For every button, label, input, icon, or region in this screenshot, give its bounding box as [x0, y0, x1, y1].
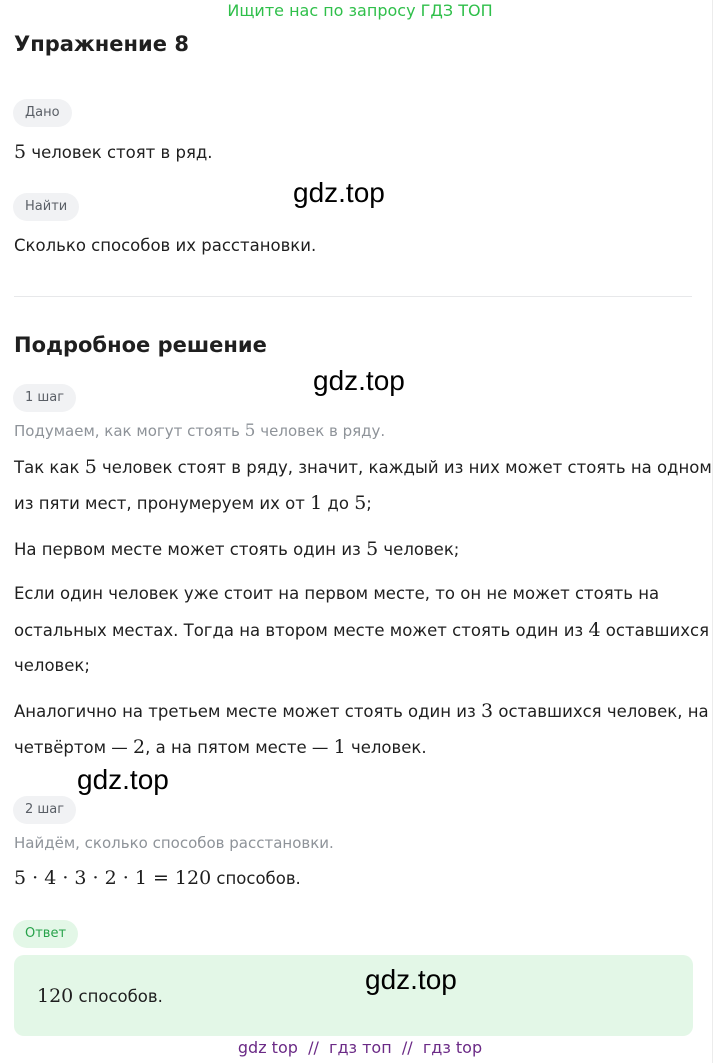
given-number: 5: [14, 141, 27, 163]
step-1-hint-b: человек в ряду.: [255, 422, 386, 440]
math-number: 1: [310, 492, 323, 514]
step-1-paragraph-3-line-2: [14, 618, 709, 643]
step-1-paragraph-3-line-3: человек;: [14, 656, 90, 675]
step-1-hint-number: 5: [244, 421, 256, 441]
answer-suffix: способов.: [73, 987, 163, 1006]
watermark: gdz.top: [293, 177, 385, 208]
math-number: 5: [366, 538, 379, 560]
answer-text: [37, 984, 163, 1009]
given-badge: Дано: [13, 99, 72, 127]
find-text: Сколько способов их расстановки.: [14, 236, 317, 255]
text-run: четвёртом —: [14, 738, 134, 757]
text-run: до: [322, 494, 355, 513]
step-2-badge: 2 шаг: [13, 796, 76, 824]
answer-badge: Ответ: [13, 920, 78, 948]
text-run: остальных местах. Тогда на втором месте может стоять один из: [14, 621, 589, 640]
given-sentence: человек стоят в ряд.: [26, 143, 213, 162]
exercise-title: Упражнение 8: [14, 32, 189, 56]
solution-title: Подробное решение: [14, 333, 267, 357]
text-run: оставшихся: [600, 621, 710, 640]
step-2-hint: Найдём, сколько способов расстановки.: [14, 834, 334, 852]
scrollbar[interactable]: [712, 0, 720, 1063]
footer-link-gdz-top-mixed[interactable]: гдз top: [422, 1038, 483, 1057]
text-run: Аналогично на третьем месте может стоять один из: [14, 702, 482, 721]
step-1-paragraph-4-line-1: [14, 699, 709, 724]
step-2-formula-line: [14, 866, 301, 891]
text-run: человек.: [345, 738, 427, 757]
math-number: 3: [481, 700, 494, 722]
text-run: На первом месте может стоять один из: [14, 540, 367, 559]
given-text: [14, 140, 213, 165]
math-number: 5: [84, 456, 97, 478]
math-number: 2: [133, 736, 146, 758]
text-run: человек;: [378, 540, 460, 559]
search-banner: Ищите нас по запросу ГДЗ ТОП: [227, 1, 493, 20]
text-run: из пяти мест, пронумеруем их от: [14, 494, 311, 513]
text-run: человек стоят в ряду, значит, каждый из них может стоять на одном: [96, 458, 712, 477]
footer-separator: //: [308, 1038, 319, 1057]
math-formula: 5 · 4 · 3 · 2 · 1 = 120: [14, 867, 212, 889]
step-1-badge: 1 шаг: [13, 384, 76, 412]
math-number: 1: [333, 736, 346, 758]
step-1-paragraph-1-line-1: [14, 455, 712, 480]
text-run: способов.: [211, 869, 301, 888]
find-badge: Найти: [13, 193, 79, 221]
text-run: Так как: [14, 458, 85, 477]
footer-links: [0, 1037, 720, 1059]
footer-link-gdz-top-ru[interactable]: гдз топ: [329, 1038, 392, 1057]
text-run: ;: [366, 494, 372, 513]
step-1-paragraph-4-line-2: [14, 735, 427, 760]
text-run: , а на пятом месте —: [145, 738, 334, 757]
math-number: 4: [588, 619, 601, 641]
step-1-hint-a: Подумаем, как могут стоять: [14, 422, 245, 440]
step-1-paragraph-1-line-2: [14, 491, 372, 516]
watermark: gdz.top: [313, 365, 405, 396]
watermark: gdz.top: [365, 964, 457, 995]
footer-separator: //: [401, 1038, 413, 1057]
step-1-paragraph-3-line-1: Если один человек уже стоит на первом месте, то он не может стоять на: [14, 584, 660, 603]
footer-link-gdz-top[interactable]: gdz top: [237, 1038, 298, 1057]
watermark: gdz.top: [77, 764, 169, 795]
divider: [14, 296, 692, 297]
step-1-paragraph-2: [14, 537, 459, 562]
math-number: 5: [354, 492, 367, 514]
answer-number: 120: [37, 985, 74, 1007]
step-1-hint: [14, 420, 385, 442]
text-run: оставшихся человек, на: [493, 702, 709, 721]
